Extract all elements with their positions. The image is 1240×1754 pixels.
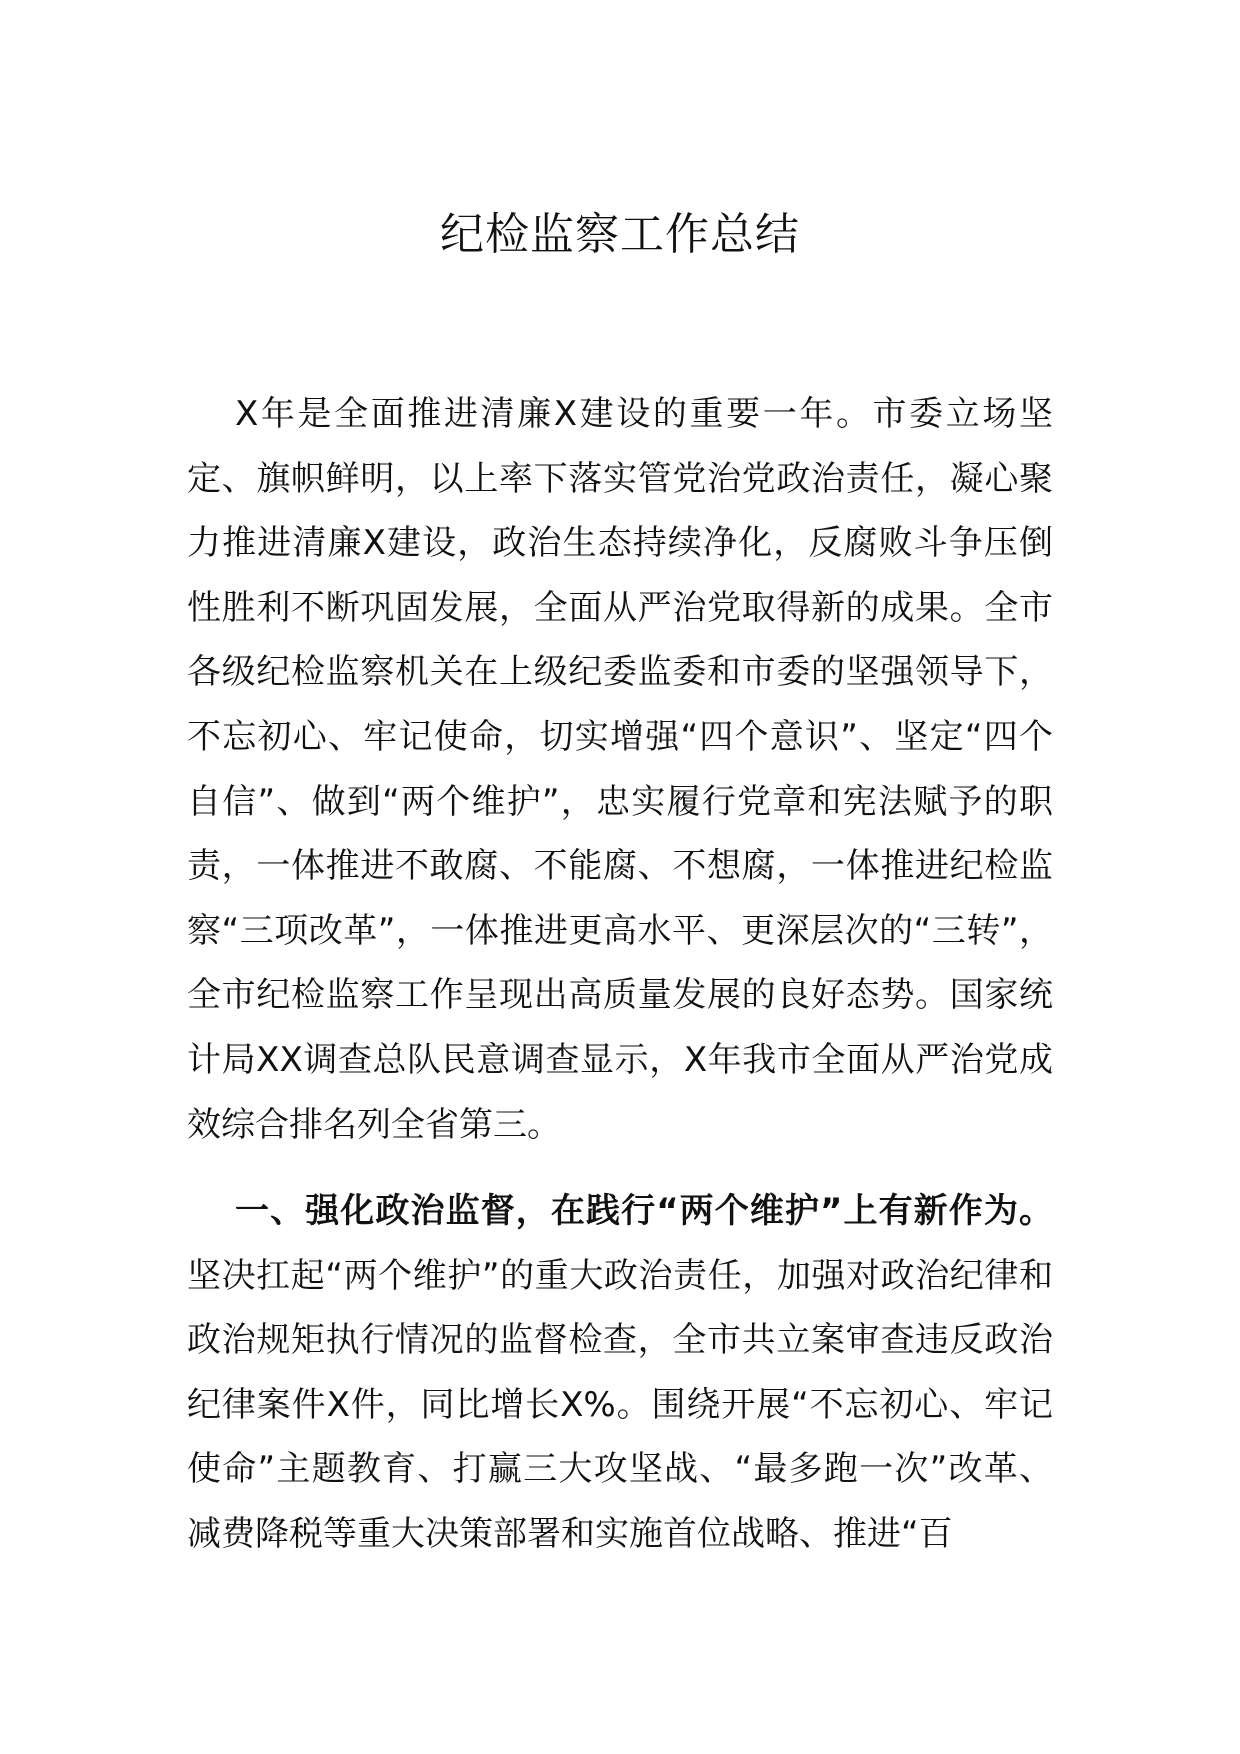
section-one-body: 坚决扛起“两个维护”的重大政治责任，加强对政治纪律和政治规矩执行情况的监督检查，全市共立案审查违反政治纪律案件X件，同比增长X%。围绕开展“不忘初心、牢记使命”主题教育、打赢三大攻坚战、“最多跑一次”改革、减费降税等重大决策部署和实施首位战略、推进“百 — [187, 1255, 1053, 1554]
intro-paragraph: X年是全面推进清廉X建设的重要一年。市委立场坚定、旗帜鲜明，以上率下落实管党治党政治责任，凝心聚力推进清廉X建设，政治生态持续净化，反腐败斗争压倒性胜利不断巩固发展，全面从严治党取得新的成果。全市各级纪检监察机关在上级纪委监委和市委的坚强领导下，不忘初心、牢记使命，切实增强“四个意识”、坚定“四个自信”、做到“两个维护”，忠实履行党章和宪法赋予的职责，一体推进不敢腐、不能腐、不想腐，一体推进纪检监察“三项改革”，一体推进更高水平、更深层次的“三转”，全市纪检监察工作呈现出高质量发展的良好态势。国家统计局XX调查总队民意调查显示，X年我市全面从严治党成效综合排名列全省第三。 — [187, 394, 1053, 1145]
section-one-paragraph — [187, 1179, 1053, 1567]
section-one-heading: 一、强化政治监督，在践行“两个维护”上有新作为。 — [235, 1191, 1053, 1231]
document-title: 纪检监察工作总结 — [440, 209, 800, 260]
